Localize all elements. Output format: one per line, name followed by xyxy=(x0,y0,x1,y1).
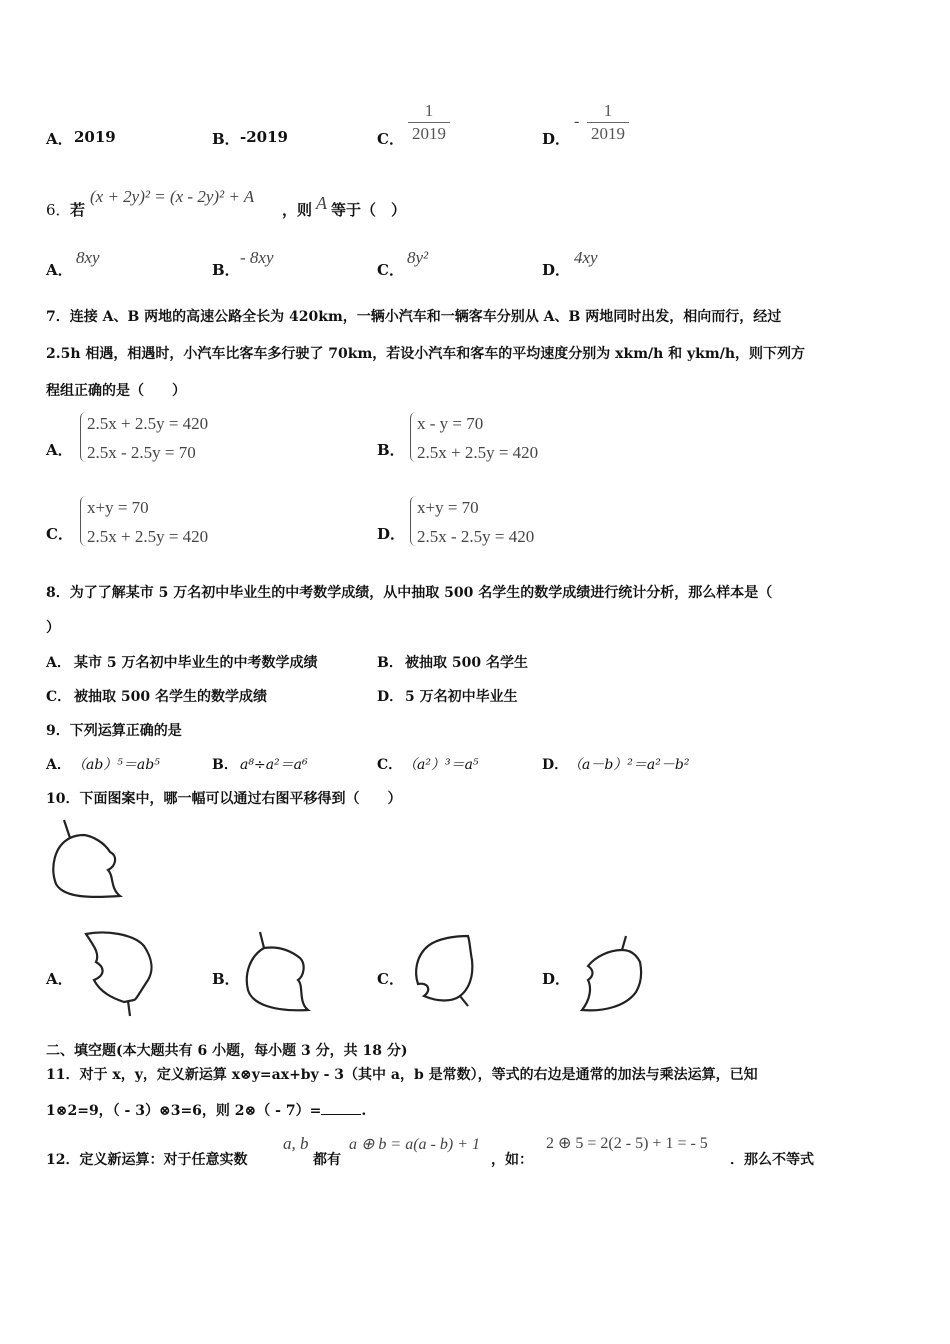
equation-1: x+y = 70 xyxy=(87,498,149,517)
q5-option-a-value: 2019 xyxy=(74,128,116,146)
q8-option-c-value: 被抽取 500 名学生的数学成绩 xyxy=(74,689,267,705)
q10-option-b-label: B． xyxy=(212,970,240,988)
q7-line-1: 7．连接 A、B 两地的高速公路全长为 420km，一辆小汽车和一辆客车分别从 A、B 两地同时出发，相向而行，经过 xyxy=(46,309,782,325)
q9-option-b-label: B． xyxy=(212,757,238,773)
answer-blank[interactable] xyxy=(321,1114,361,1115)
q8-option-b-value: 被抽取 500 名学生 xyxy=(405,655,528,671)
q12-definition: a ⊕ b = a(a - b) + 1 xyxy=(349,1136,480,1153)
equation-1: x+y = 70 xyxy=(417,498,479,517)
q5-option-b-value: -2019 xyxy=(240,128,288,146)
q10-option-b-leaf xyxy=(244,930,314,1016)
equation-2: 2.5x + 2.5y = 420 xyxy=(87,527,209,546)
q10-option-a-leaf xyxy=(82,930,158,1018)
q6-option-a-label: A． xyxy=(46,261,73,279)
q7-option-a-label: A． xyxy=(46,441,73,459)
q9-stem: 9．下列运算正确的是 xyxy=(46,723,182,739)
q12-vars: a, b xyxy=(283,1134,309,1153)
q9-option-b-value: a⁸÷a²＝a⁶ xyxy=(240,757,308,773)
q10-option-c-label: C． xyxy=(377,970,404,988)
reference-leaf-figure xyxy=(48,818,128,902)
q7-option-b-label: B． xyxy=(377,441,405,459)
q6-option-c-label: C． xyxy=(377,261,404,279)
q12-prefix: 12．定义新运算：对于任意实数 xyxy=(46,1152,248,1168)
q7-option-a-system xyxy=(87,409,208,467)
left-brace xyxy=(410,496,416,546)
q8-option-c-label: C． xyxy=(46,689,72,705)
q6-suffix: 等于（ ） xyxy=(331,201,407,219)
q6-option-a-value: 8xy xyxy=(76,248,100,267)
q9-option-d-value: （a－b）²＝a²－b² xyxy=(568,757,690,773)
q6-then: ，则 xyxy=(282,201,313,219)
q11-line-2-text: 1⊗2=9，（ - 3）⊗3=6，则 2⊗（ - 7）= xyxy=(46,1103,322,1119)
q9-option-c-value: （a²）³＝a⁵ xyxy=(403,757,479,773)
q8-line-2: ） xyxy=(46,620,60,636)
q6-option-d-value: 4xy xyxy=(574,248,598,267)
q8-option-d-value: 5 万名初中毕业生 xyxy=(405,689,518,705)
fraction-numerator: 1 xyxy=(424,101,434,120)
q8-line-1: 8．为了了解某市 5 万名初中毕业生的中考数学成绩，从中抽取 500 名学生的数学成绩进行统计分析，那么样本是（ xyxy=(46,585,773,601)
q12-mid: 都有 xyxy=(313,1152,341,1168)
q5-option-a-label: A． xyxy=(46,130,73,148)
q5-option-c-fraction xyxy=(408,102,450,143)
q10-option-c-leaf xyxy=(412,934,480,1008)
q7-line-3: 程组正确的是（ ） xyxy=(46,383,186,399)
q6-var: A xyxy=(316,193,327,213)
q10-option-a-label: A． xyxy=(46,970,73,988)
equation-1: 2.5x + 2.5y = 420 xyxy=(87,414,209,433)
left-brace xyxy=(80,412,86,462)
q7-option-b-system xyxy=(417,409,538,467)
equation-2: 2.5x - 2.5y = 420 xyxy=(417,527,535,546)
q8-option-a-label: A． xyxy=(46,655,71,671)
section-2-title: 二、填空题(本大题共有 6 小题，每小题 3 分，共 18 分) xyxy=(46,1043,408,1059)
q11-line-2 xyxy=(46,1100,366,1120)
q6-prefix: 若 xyxy=(70,201,86,219)
left-brace xyxy=(80,496,86,546)
q6-option-c-value: 8y² xyxy=(407,248,429,267)
q10-stem: 10．下面图案中，哪一幅可以通过右图平移得到（ ） xyxy=(46,791,402,807)
equation-1: x - y = 70 xyxy=(417,414,484,433)
q11-line-1: 11．对于 x，y，定义新运算 x⊗y=ax+by - 3（其中 a，b 是常数），等式的右边是通常的加法与乘法运算，已知 xyxy=(46,1067,758,1083)
q5-option-d-label: D． xyxy=(542,130,571,148)
q12-example: 2 ⊕ 5 = 2(2 - 5) + 1 = - 5 xyxy=(546,1135,708,1152)
q8-option-b-label: B． xyxy=(377,655,403,671)
q7-option-d-system xyxy=(417,493,534,551)
q6-option-b-label: B． xyxy=(212,261,240,279)
fraction-numerator: 1 xyxy=(603,101,613,120)
equation-2: 2.5x + 2.5y = 420 xyxy=(417,443,539,462)
q10-option-d-label: D． xyxy=(542,970,571,988)
q6-option-d-label: D． xyxy=(542,261,571,279)
q5-option-d-sign: - xyxy=(574,113,580,130)
q6-number: 6． xyxy=(46,201,71,219)
equation-2: 2.5x - 2.5y = 70 xyxy=(87,443,196,462)
q7-option-d-label: D． xyxy=(377,525,406,543)
q6-equation: (x + 2y)² = (x - 2y)² + A xyxy=(90,187,255,206)
q5-option-b-label: B． xyxy=(212,130,240,148)
fraction-denominator: 2019 xyxy=(591,124,625,143)
q12-post: ．那么不等式 xyxy=(730,1152,814,1168)
q12-comma: ，如： xyxy=(491,1152,533,1168)
q7-option-c-system xyxy=(87,493,208,551)
q9-option-c-label: C． xyxy=(377,757,403,773)
left-brace xyxy=(410,412,416,462)
q5-option-c-label: C． xyxy=(377,130,404,148)
q9-option-a-value: （ab）⁵＝ab⁵ xyxy=(72,757,160,773)
q9-option-d-label: D． xyxy=(542,757,569,773)
fraction-denominator: 2019 xyxy=(412,124,446,143)
q6-option-b-value: - 8xy xyxy=(240,248,274,267)
q7-line-2: 2.5h 相遇，相遇时，小汽车比客车多行驶了 70km，若设小汽车和客车的平均速度分别为 xkm/h 和 ykm/h，则下列方 xyxy=(46,346,805,362)
q5-option-d-fraction xyxy=(587,102,629,143)
q8-option-d-label: D． xyxy=(377,689,404,705)
q9-option-a-label: A． xyxy=(46,757,71,773)
q7-option-c-label: C． xyxy=(46,525,73,543)
q10-option-d-leaf xyxy=(580,934,644,1016)
q8-option-a-value: 某市 5 万名初中毕业生的中考数学成绩 xyxy=(74,655,318,671)
q11-line-2-end: . xyxy=(361,1103,367,1119)
